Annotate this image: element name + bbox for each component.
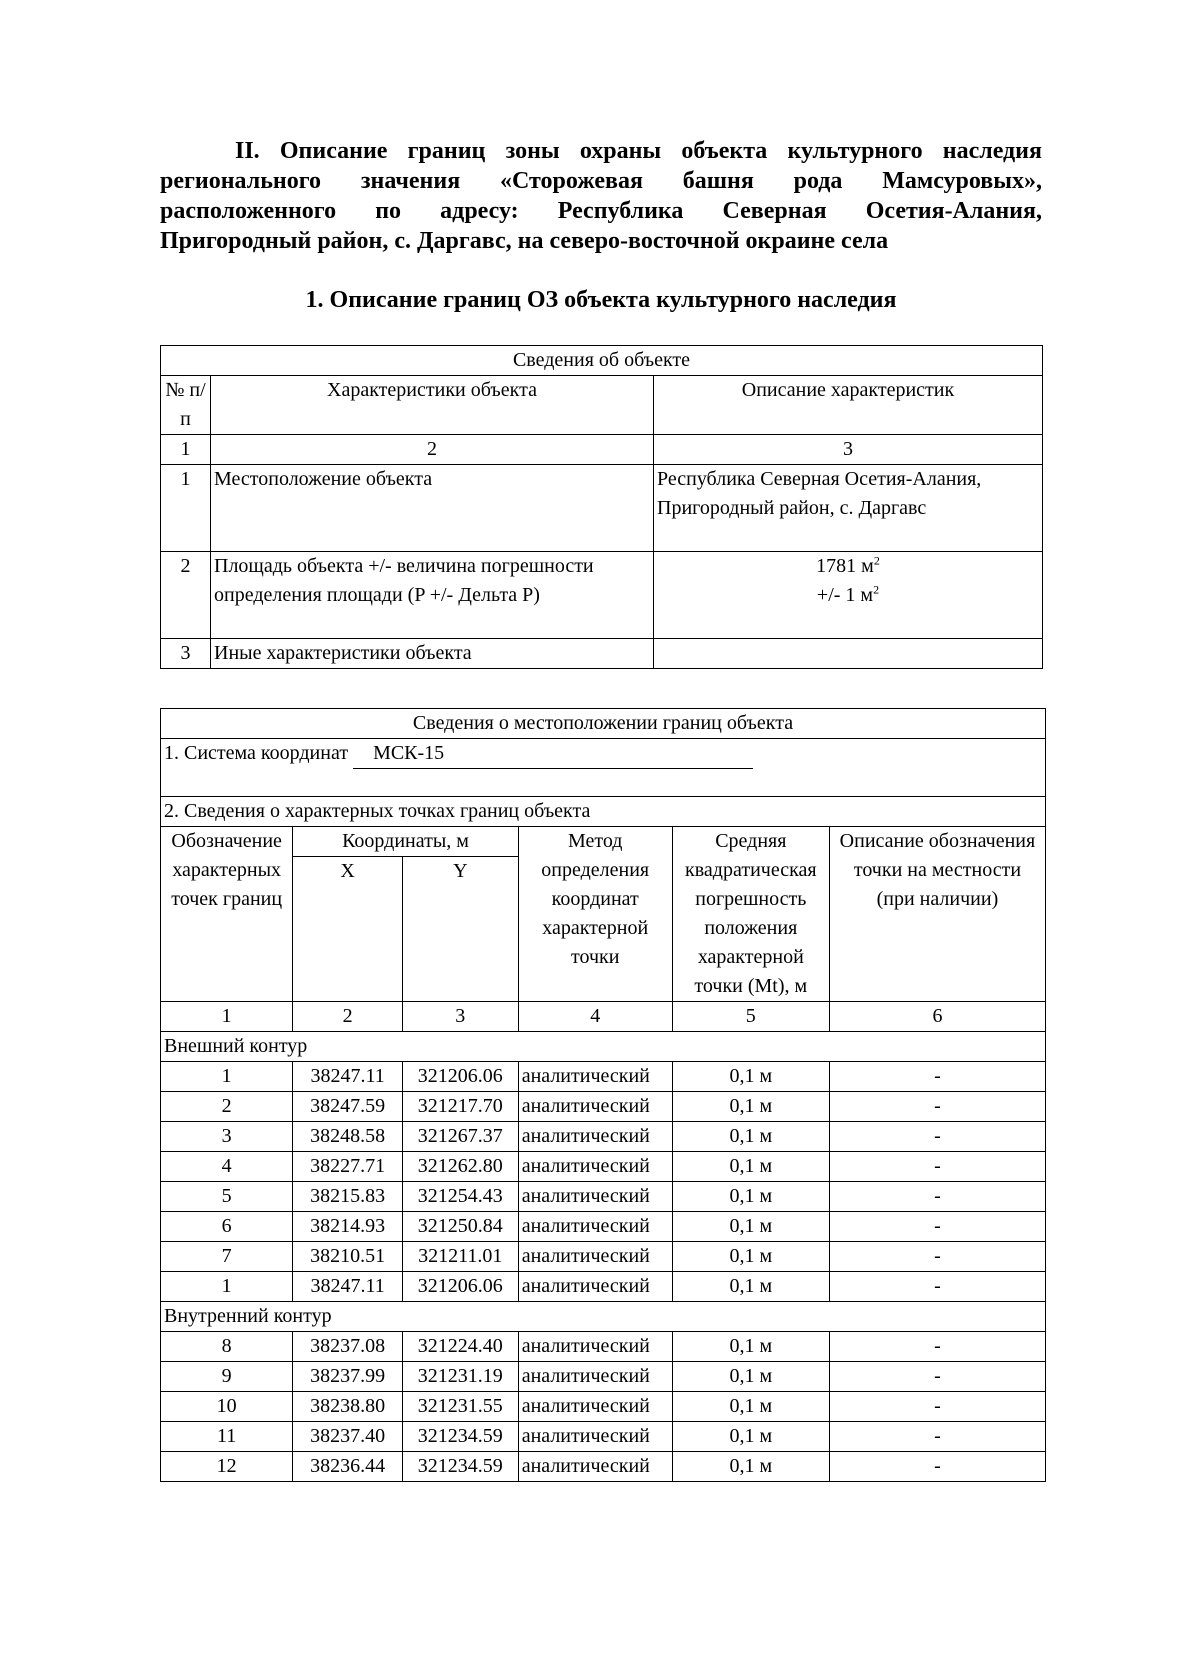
- header-y: Y: [402, 857, 518, 1002]
- inner-contour-rows: [161, 1332, 1046, 1482]
- area-amount: 1781 м: [816, 555, 874, 577]
- row-number: 1: [161, 465, 211, 552]
- coord-y: 321211.01: [402, 1242, 518, 1272]
- header-num: № п/п: [161, 376, 211, 435]
- description-value: -: [829, 1452, 1045, 1482]
- table-row: [161, 1422, 1046, 1452]
- method-value: аналитический: [518, 1362, 672, 1392]
- method-value: аналитический: [518, 1152, 672, 1182]
- table-row: [161, 1242, 1046, 1272]
- coord-y: 321206.06: [402, 1272, 518, 1302]
- description-value: -: [829, 1272, 1045, 1302]
- coord-x: 38247.59: [293, 1092, 403, 1122]
- method-value: аналитический: [518, 1422, 672, 1452]
- header-error: Средняя квадратическая погрешность положения характерной точки (Mt), м: [672, 827, 829, 1002]
- header-description: Описание характеристик: [654, 376, 1043, 435]
- coord-y: 321231.55: [402, 1392, 518, 1422]
- coord-y: 321250.84: [402, 1212, 518, 1242]
- coord-x: 38247.11: [293, 1272, 403, 1302]
- table-row: [161, 1152, 1046, 1182]
- boundary-table-caption: Сведения о местоположении границ объекта: [161, 709, 1046, 739]
- description-value: -: [829, 1092, 1045, 1122]
- coord-x: 38247.11: [293, 1062, 403, 1092]
- coord-x: 38236.44: [293, 1452, 403, 1482]
- point-number: 10: [161, 1392, 293, 1422]
- column-index: 4: [518, 1002, 672, 1032]
- row-number: 2: [161, 552, 211, 639]
- coord-x: 38214.93: [293, 1212, 403, 1242]
- description-value: -: [829, 1422, 1045, 1452]
- point-number: 6: [161, 1212, 293, 1242]
- boundary-points-table: [160, 708, 1046, 1482]
- coord-x: 38210.51: [293, 1242, 403, 1272]
- method-value: аналитический: [518, 1182, 672, 1212]
- other-value: [654, 639, 1043, 669]
- object-info-table: [160, 345, 1043, 669]
- characteristic-other: Иные характеристики объекта: [211, 639, 654, 669]
- coord-y: 321234.59: [402, 1422, 518, 1452]
- error-value: 0,1 м: [672, 1362, 829, 1392]
- points-section-label: 2. Сведения о характерных точках границ объекта: [161, 797, 1046, 827]
- column-index: 1: [161, 435, 211, 465]
- heading-line: регионального значения «Сторожевая башня рода Мамсуровых»,: [160, 168, 1042, 194]
- point-number: 12: [161, 1452, 293, 1482]
- description-value: -: [829, 1392, 1045, 1422]
- header-method: Метод определения координат характерной точки: [518, 827, 672, 1002]
- coord-y: 321254.43: [402, 1182, 518, 1212]
- column-index: 2: [293, 1002, 403, 1032]
- error-value: 0,1 м: [672, 1452, 829, 1482]
- description-value: -: [829, 1182, 1045, 1212]
- header-designation: Обозначение характерных точек границ: [161, 827, 293, 1002]
- point-number: 7: [161, 1242, 293, 1272]
- table-row: [161, 1122, 1046, 1152]
- location-value: Республика Северная Осетия-Алания, Пригородный район, с. Даргавс: [654, 465, 1043, 552]
- description-value: -: [829, 1242, 1045, 1272]
- heading-line: расположенного по адресу: Республика Северная Осетия-Алания,: [160, 198, 1042, 224]
- table-row: [161, 1092, 1046, 1122]
- error-value: 0,1 м: [672, 1392, 829, 1422]
- point-number: 3: [161, 1122, 293, 1152]
- table-row: [161, 1392, 1046, 1422]
- coordinate-system-value: МСК-15: [353, 739, 753, 769]
- column-index: 1: [161, 1002, 293, 1032]
- column-index: 2: [211, 435, 654, 465]
- header-x: X: [293, 857, 403, 1002]
- column-index: 5: [672, 1002, 829, 1032]
- error-value: 0,1 м: [672, 1182, 829, 1212]
- coord-x: 38248.58: [293, 1122, 403, 1152]
- table-row: [161, 1452, 1046, 1482]
- table-row: [161, 1062, 1046, 1092]
- error-value: 0,1 м: [672, 1062, 829, 1092]
- table-row: [161, 1272, 1046, 1302]
- characteristic-area: Площадь объекта +/- величина погрешности определения площади (P +/- Дельта P): [211, 552, 654, 639]
- error-value: 0,1 м: [672, 1422, 829, 1452]
- error-value: 0,1 м: [672, 1122, 829, 1152]
- coord-y: 321206.06: [402, 1062, 518, 1092]
- outer-contour-rows: [161, 1062, 1046, 1302]
- row-number: 3: [161, 639, 211, 669]
- method-value: аналитический: [518, 1392, 672, 1422]
- coord-x: 38237.08: [293, 1332, 403, 1362]
- description-value: -: [829, 1122, 1045, 1152]
- method-value: аналитический: [518, 1332, 672, 1362]
- coord-x: 38215.83: [293, 1182, 403, 1212]
- point-number: 4: [161, 1152, 293, 1182]
- coord-y: 321234.59: [402, 1452, 518, 1482]
- column-index: 6: [829, 1002, 1045, 1032]
- header-point-description: Описание обозначения точки на местности (при наличии): [829, 827, 1045, 1002]
- method-value: аналитический: [518, 1092, 672, 1122]
- point-number: 8: [161, 1332, 293, 1362]
- table-row: [161, 1212, 1046, 1242]
- description-value: -: [829, 1212, 1045, 1242]
- coord-x: 38227.71: [293, 1152, 403, 1182]
- error-value: 0,1 м: [672, 1092, 829, 1122]
- method-value: аналитический: [518, 1062, 672, 1092]
- point-number: 2: [161, 1092, 293, 1122]
- method-value: аналитический: [518, 1212, 672, 1242]
- point-number: 11: [161, 1422, 293, 1452]
- object-table-caption: Сведения об объекте: [161, 346, 1043, 376]
- description-value: -: [829, 1332, 1045, 1362]
- method-value: аналитический: [518, 1242, 672, 1272]
- area-value: 1781 $м^2$ +/- 1 $м^2$: [654, 552, 1043, 639]
- method-value: аналитический: [518, 1122, 672, 1152]
- header-coordinates: Координаты, м: [293, 827, 518, 857]
- method-value: аналитический: [518, 1452, 672, 1482]
- column-index: 3: [654, 435, 1043, 465]
- point-number: 1: [161, 1062, 293, 1092]
- coordinate-system-row: [161, 739, 1046, 797]
- error-value: 0,1 м: [672, 1152, 829, 1182]
- point-number: 5: [161, 1182, 293, 1212]
- inner-contour-label: Внутренний контур: [161, 1302, 1046, 1332]
- section-title: 1. Описание границ ОЗ объекта культурного наследия: [305, 287, 897, 313]
- coord-y: 321224.40: [402, 1332, 518, 1362]
- coord-y: 321267.37: [402, 1122, 518, 1152]
- table-row: [161, 1332, 1046, 1362]
- coord-x: 38237.99: [293, 1362, 403, 1392]
- description-value: -: [829, 1362, 1045, 1392]
- area-error: +/- 1 м: [816, 584, 874, 606]
- header-characteristics: Характеристики объекта: [211, 376, 654, 435]
- heading-line: Пригородный район, с. Даргавс, на северо-восточной окраине села: [160, 228, 889, 254]
- description-value: -: [829, 1062, 1045, 1092]
- error-value: 0,1 м: [672, 1212, 829, 1242]
- error-value: 0,1 м: [672, 1272, 829, 1302]
- outer-contour-label: Внешний контур: [161, 1032, 1046, 1062]
- coord-x: 38237.40: [293, 1422, 403, 1452]
- coordinate-system-label: 1. Система координат: [164, 742, 349, 764]
- coord-y: 321231.19: [402, 1362, 518, 1392]
- document-heading: [160, 136, 1042, 256]
- characteristic-location: Местоположение объекта: [211, 465, 654, 552]
- point-number: 9: [161, 1362, 293, 1392]
- column-index: 3: [402, 1002, 518, 1032]
- coord-x: 38238.80: [293, 1392, 403, 1422]
- coord-y: 321217.70: [402, 1092, 518, 1122]
- error-value: 0,1 м: [672, 1242, 829, 1272]
- heading-line: II. Описание границ зоны охраны объекта культурного наследия: [235, 138, 1042, 164]
- table-row: [161, 1182, 1046, 1212]
- description-value: -: [829, 1152, 1045, 1182]
- error-value: 0,1 м: [672, 1332, 829, 1362]
- table-row: [161, 1362, 1046, 1392]
- method-value: аналитический: [518, 1272, 672, 1302]
- coord-y: 321262.80: [402, 1152, 518, 1182]
- point-number: 1: [161, 1272, 293, 1302]
